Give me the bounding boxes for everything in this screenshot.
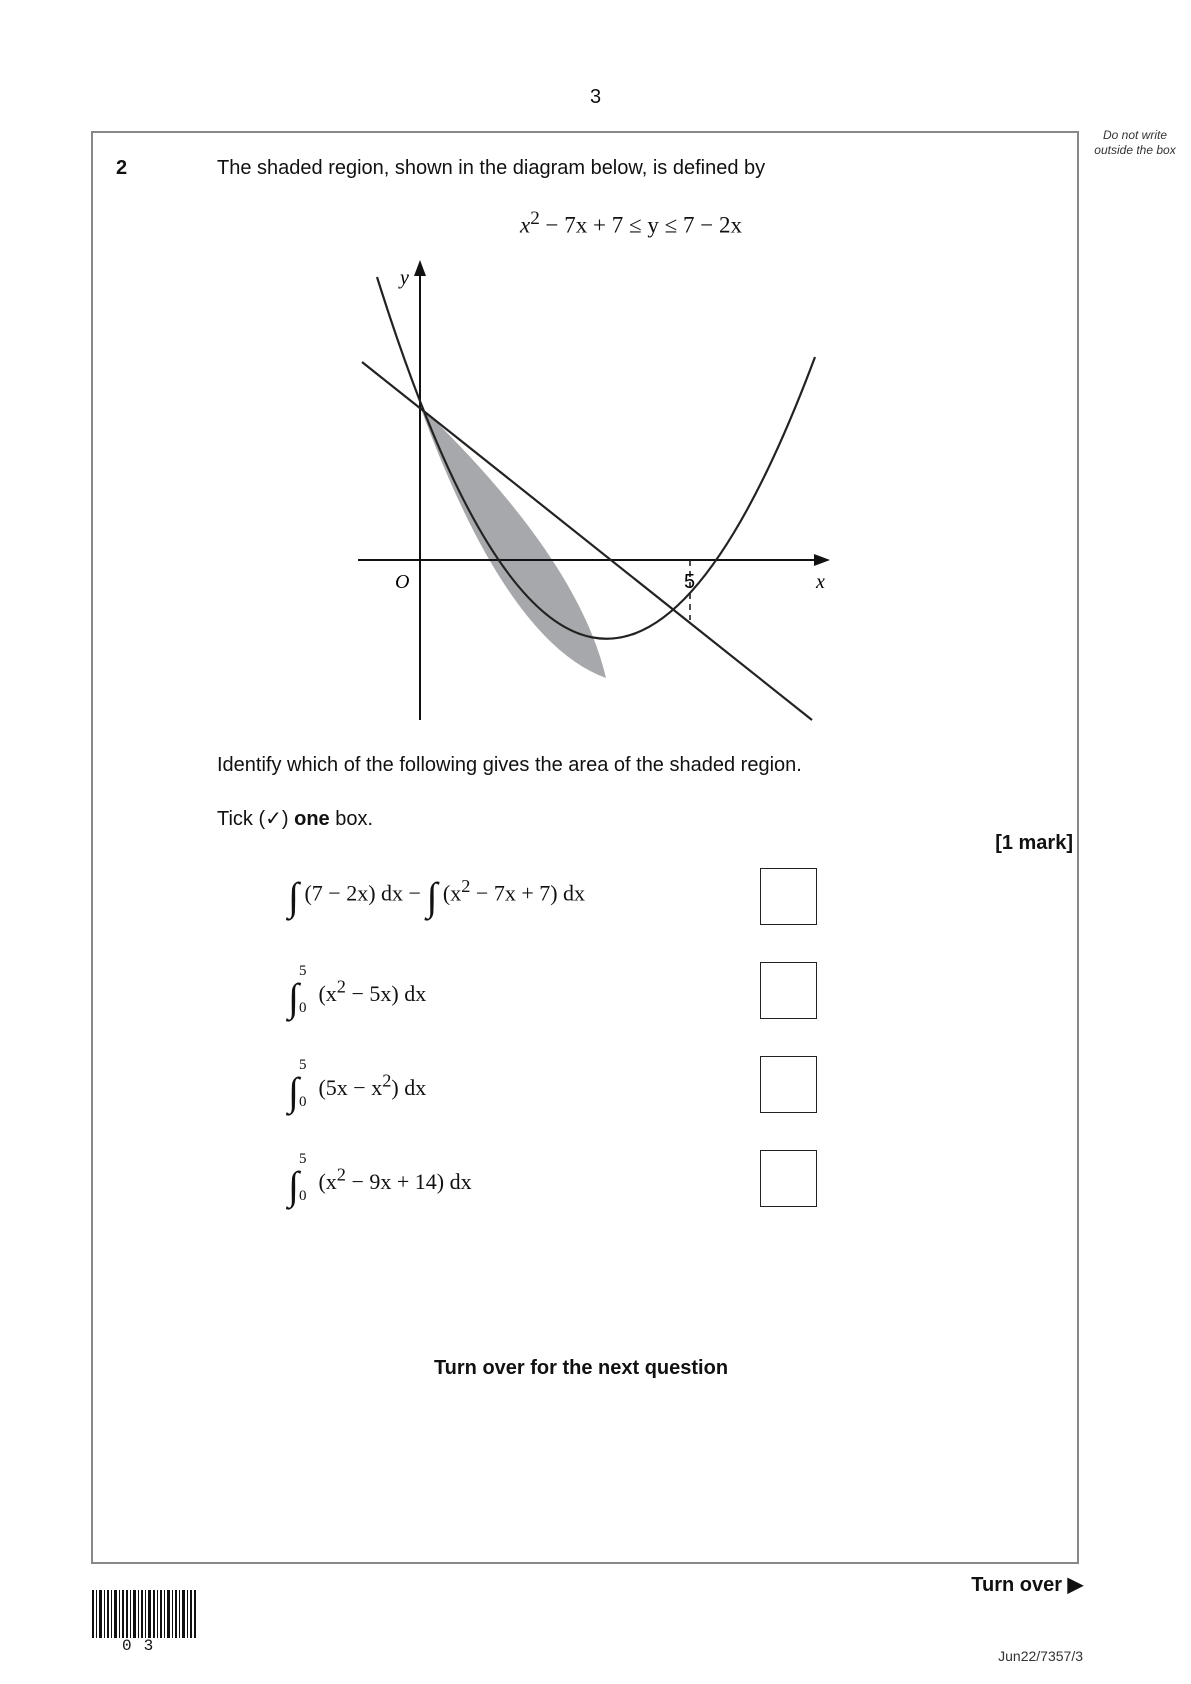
region-definition (520, 208, 742, 239)
x-axis-label: x (816, 571, 825, 593)
option-3-tick-box[interactable] (760, 1056, 817, 1113)
margin-note: Do not write outside the box (1094, 128, 1176, 157)
lower-limit: 0 (298, 1094, 307, 1110)
option-4-part-b: − 9x + 14) dx (345, 1169, 472, 1194)
paper-code: Jun22/7357/3 (998, 1648, 1083, 1664)
integral-limits (298, 963, 313, 1016)
page-number: 3 (589, 86, 602, 108)
lower-limit: 0 (298, 1188, 307, 1204)
tick-instruction (217, 806, 373, 831)
integral-sign: ∫ (288, 1163, 299, 1208)
integral-limits (298, 1057, 313, 1110)
y-axis-arrow (414, 260, 426, 276)
integral-sign: ∫ (288, 1069, 299, 1114)
definition-rest: − 7x + 7 ≤ y ≤ 7 − 2x (539, 212, 742, 238)
option-1 (288, 876, 585, 936)
region-diagram (340, 258, 840, 728)
upper-limit: 5 (298, 1151, 307, 1167)
option-3-part-a: (5x − x (318, 1075, 383, 1100)
integral-sign: ∫ (288, 975, 299, 1020)
integral-sign: ∫ (426, 874, 438, 920)
option-1-tick-box[interactable] (760, 868, 817, 925)
option-3-part-b: ) dx (391, 1075, 427, 1100)
option-2-tick-box[interactable] (760, 962, 817, 1019)
option-4-exp: 2 (336, 1164, 346, 1185)
x-axis-arrow (814, 554, 830, 566)
y-axis-label: y (400, 267, 409, 289)
integral-limits (298, 1151, 313, 1204)
definition-lhs: x (520, 212, 531, 238)
option-2-exp: 2 (336, 976, 346, 997)
option-2-part-a: (x (318, 981, 337, 1006)
tick-post: box. (329, 808, 374, 830)
tick-pre: Tick (✓) (217, 808, 295, 830)
option-4-tick-box[interactable] (760, 1150, 817, 1207)
barcode-icon (92, 1590, 196, 1638)
upper-limit: 5 (298, 1057, 307, 1073)
parabola-curve (377, 277, 815, 639)
option-1-part-a: (7 − 2x) dx − (304, 880, 427, 906)
tick-5-label: 5 (684, 571, 696, 593)
origin-label: O (395, 571, 410, 593)
option-4 (288, 1151, 472, 1219)
option-4-part-a: (x (318, 1169, 337, 1194)
option-2-part-b: − 5x) dx (345, 981, 427, 1006)
question-intro: The shaded region, shown in the diagram below, is defined by (217, 157, 766, 179)
next-question-note: Turn over for the next question (433, 1357, 729, 1379)
definition-exp: 2 (530, 208, 540, 229)
option-1-part-b: (x (442, 880, 462, 906)
identify-instruction: Identify which of the following gives the area of the shaded region. (217, 754, 802, 776)
barcode-digits: 03 (122, 1637, 166, 1655)
option-1-exp: 2 (461, 876, 471, 896)
turn-over-label: Turn over ▶ (971, 1574, 1083, 1596)
option-3-exp: 2 (382, 1070, 392, 1091)
mark-allocation: [1 mark] (995, 832, 1073, 854)
option-2 (288, 963, 427, 1031)
question-number: 2 (116, 157, 128, 179)
upper-limit: 5 (298, 963, 307, 979)
lower-limit: 0 (298, 1000, 307, 1016)
tick-bold: one (294, 808, 330, 830)
option-3 (288, 1057, 427, 1125)
integral-sign: ∫ (288, 874, 299, 920)
option-1-part-d: − 7x + 7) dx (470, 880, 586, 906)
shaded-region (420, 406, 606, 678)
